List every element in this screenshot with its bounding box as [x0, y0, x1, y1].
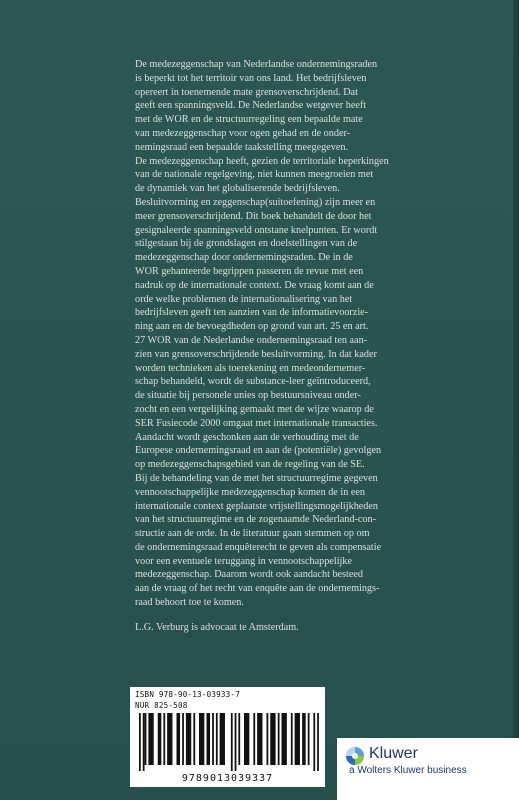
- barcode-bar: [257, 713, 262, 765]
- blurb-line: aan de vraag of het recht van enquête aan de ondernemings-: [135, 583, 380, 595]
- barcode-bar: [317, 713, 319, 771]
- blurb-line: van de nationale regelgeving, niet kunnen meegroeien met: [135, 169, 374, 181]
- blurb-line: nemingsraad een bepaalde taakstelling meegegeven.: [135, 141, 348, 153]
- blurb-line: Bij de behandeling van de met het structuurregime gegeven: [135, 472, 378, 484]
- blurb-line: ning aan en de bevoegdheden op grond van art. 25 en art.: [135, 321, 369, 333]
- blurb-line: stilgestaan bij de grondslagen en doelstellingen van de: [135, 238, 358, 250]
- nur-label: NUR 825-508: [135, 701, 188, 710]
- blurb-line: vennootschappelijke medezeggenschap komen de in een: [135, 486, 365, 498]
- barcode-bar: [253, 713, 255, 765]
- blurb-text: [135, 58, 427, 610]
- barcode-bar: [313, 713, 315, 771]
- blurb-line: met de WOR en de structuurregeling een bepaalde mate: [135, 114, 363, 126]
- barcode-bar: [244, 713, 249, 765]
- barcode-bar: [186, 713, 191, 765]
- isbn-label: ISBN 978-90-13-03933-7: [135, 690, 240, 699]
- blurb-line: structie aan de orde. In de literatuur gaan stemmen op om: [135, 528, 370, 540]
- barcode-bar: [238, 713, 240, 765]
- publisher-name: Kluwer: [369, 745, 418, 762]
- barcode-bar: [145, 713, 147, 765]
- barcode-bar: [148, 713, 153, 765]
- barcode-bar: [193, 713, 195, 765]
- blurb-line: internationale context geplaatste vrijstellingsmogelijkheden: [135, 500, 379, 512]
- barcode-bar: [158, 713, 162, 765]
- page-edge: [513, 0, 519, 800]
- publisher-logo: [337, 738, 519, 800]
- barcode-bar: [139, 713, 141, 771]
- blurb-line: op medezeggenschapsgebied van de regeling van de SE.: [135, 459, 365, 471]
- blurb-line: gesignaleerde spanningsveld ontstane knelpunten. Er wordt: [135, 224, 378, 236]
- blurb-line: Europese ondernemingsraad en aan de (potentiële) gevolgen: [135, 445, 382, 457]
- barcode-bar: [295, 713, 300, 765]
- blurb-line: van medezeggenschap voor ogen gehad en de onder-: [135, 127, 351, 139]
- barcode-bar: [231, 713, 233, 771]
- barcode-bar: [212, 713, 214, 765]
- blurb-line: De medezeggenschap van Nederlandse ondernemingsraden: [135, 59, 378, 70]
- blurb-line: de ondernemingsraad enquêterecht te geven als compensatie: [135, 541, 382, 553]
- barcode-bar: [167, 713, 172, 765]
- blurb-line: zien van grensoverschrijdende besluitvorming. In dat kader: [135, 348, 377, 360]
- blurb-line: de dynamiek van het globaliserende bedrijfsleven.: [135, 183, 340, 195]
- barcode-bar: [308, 713, 310, 765]
- author-note: L.G. Verburg is advocaat te Amsterdam.: [135, 621, 299, 633]
- blurb-line: orde welke problemen de internationalisering van het: [135, 293, 353, 305]
- barcode-panel: [130, 687, 325, 787]
- kluwer-logo-icon: [345, 746, 365, 766]
- blurb-line: bedrijfsleven geeft ten aanzien van de informatievoorzie-: [135, 307, 369, 319]
- barcode-bar: [216, 713, 218, 765]
- barcode-bar: [177, 713, 181, 765]
- barcode-bar: [199, 713, 204, 765]
- barcode-bar: [278, 713, 280, 765]
- blurb-line: van het structuurregime en de zogenaamde Nederland-con-: [135, 514, 376, 526]
- blurb-line: raad behoort toe te komen.: [135, 597, 244, 609]
- barcode-bar: [182, 713, 184, 765]
- barcode-bar: [143, 713, 145, 771]
- blurb-line: zocht en een vergelijking gemaakt met de wijze waarop de: [135, 403, 374, 415]
- blurb-line: opereert in toenemende mate grensoverschrijdend. Dat: [135, 86, 358, 98]
- blurb-line: WOR gehanteerde begrippen passeren de revue met een: [135, 265, 364, 277]
- blurb-line: medezeggenschap door ondernemingsraden. De in de: [135, 252, 353, 264]
- barcode-bar: [282, 713, 287, 765]
- barcode-bar: [267, 713, 269, 765]
- blurb-line: nadruk op de internationale context. De vraag komt aan de: [135, 279, 374, 291]
- blurb-line: de situatie bij personele unies op bestuursniveau onder-: [135, 390, 361, 402]
- barcode-bar: [235, 713, 237, 771]
- blurb-line: Aandacht wordt geschonken aan de verhouding met de: [135, 431, 359, 443]
- barcode-bar: [207, 713, 211, 765]
- publisher-tagline: a Wolters Kluwer business: [349, 765, 467, 776]
- blurb-line: worden technieken als toerekening en medeondernemer-: [135, 362, 366, 374]
- blurb-line: 27 WOR van de Nederlandse ondernemingsraad ten aan-: [135, 334, 368, 346]
- barcode-bar: [270, 713, 275, 765]
- back-cover-blurb: [135, 58, 427, 635]
- blurb-line: voor een eventuele teruggang in vennootschappelijke: [135, 555, 352, 567]
- barcode-bar: [302, 713, 306, 765]
- barcode-image: [139, 713, 319, 771]
- blurb-line: medezeggenschap. Daarom wordt ook aandacht besteed: [135, 569, 363, 581]
- blurb-line: meer grensoverschrijdend. Dit boek behandelt de door het: [135, 210, 372, 222]
- barcode-bar: [220, 713, 225, 765]
- blurb-line: De medezeggenschap heeft, gezien de territoriale beperkingen: [135, 155, 389, 167]
- blurb-line: SER Fusiecode 2000 omgaat met internationale transacties.: [135, 417, 378, 429]
- blurb-line: geeft een spanningsveld. De Nederlandse wetgever heeft: [135, 100, 367, 112]
- barcode-bar: [291, 713, 293, 765]
- barcode-bar: [163, 713, 165, 765]
- blurb-line: schap behandeld, wordt de substance-leer geïntroduceerd,: [135, 376, 371, 388]
- blurb-line: is beperkt tot het territoir van ons land. Het bedrijfsleven: [135, 72, 367, 84]
- blurb-line: Besluitvorming en zeggenschap(suitoefening) zijn meer en: [135, 196, 376, 208]
- barcode-number: 9789013039337: [181, 773, 274, 784]
